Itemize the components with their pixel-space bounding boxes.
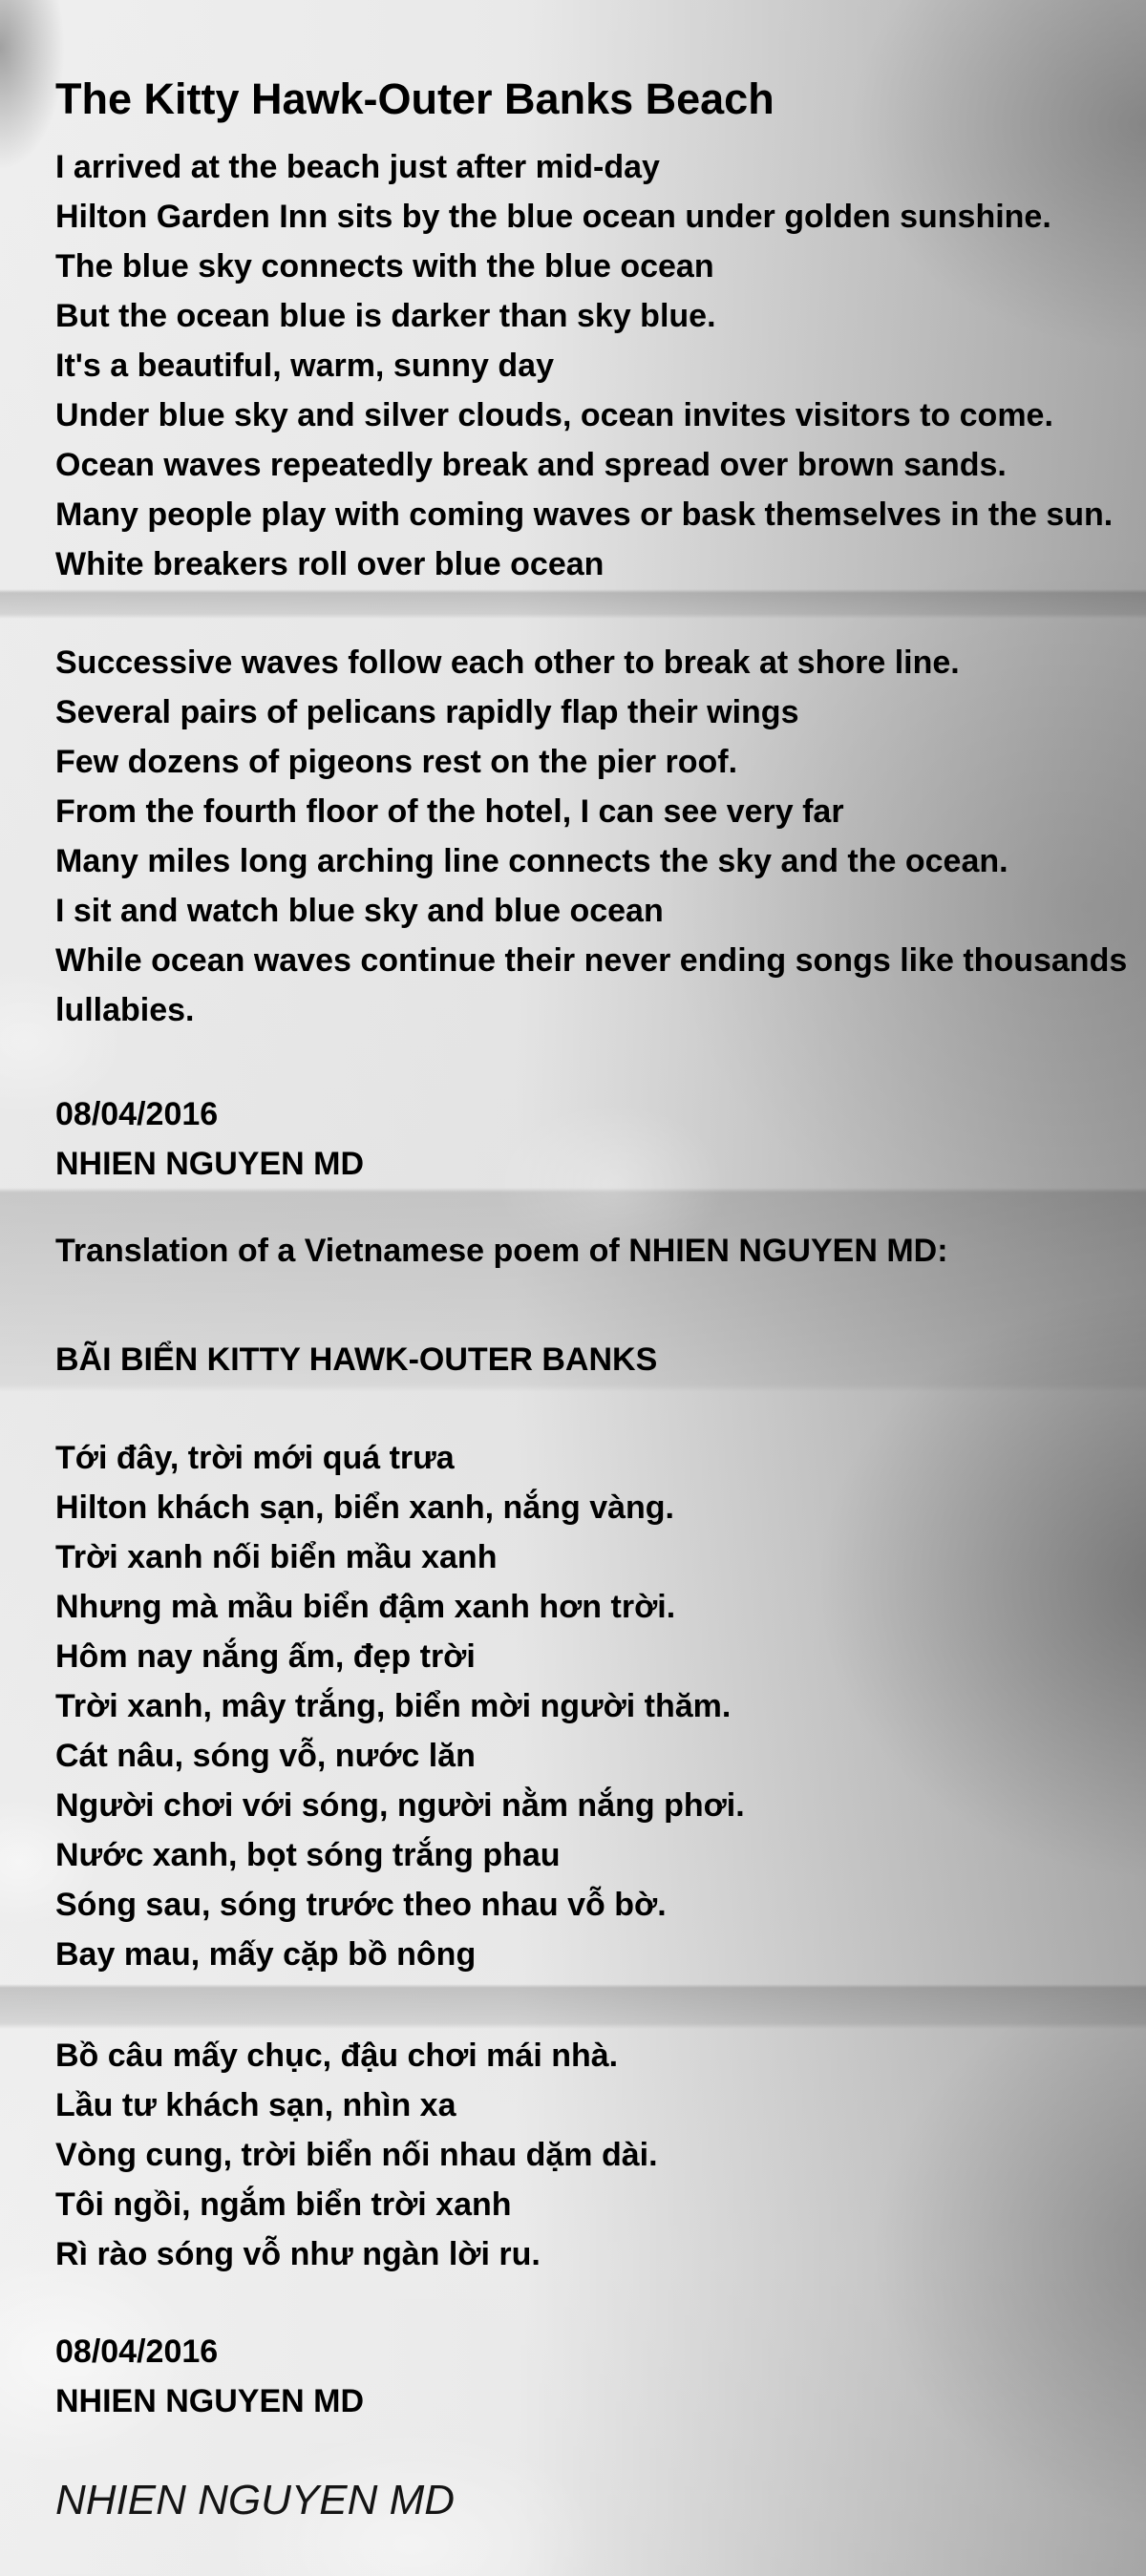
date-author-block-2 [55,2327,364,2426]
poem-line: But the ocean blue is darker than sky blue. [55,298,716,334]
english-stanza-1 [55,142,1113,589]
poem-line: Tới đây, trời mới quá trưa [55,1440,455,1476]
poem-line: Rì rào sóng vỗ như ngàn lời ru. [55,2236,541,2272]
poem-title: The Kitty Hawk-Outer Banks Beach [55,74,775,124]
poem-line: Hilton khách sạn, biển xanh, nắng vàng. [55,1489,674,1526]
poem-line: It's a beautiful, warm, sunny day [55,348,554,384]
english-stanza-2 [55,638,1127,1035]
poem-line: While ocean waves continue their never ending songs like thousands [55,942,1128,979]
poem-line: Cát nâu, sóng vỗ, nước lăn [55,1738,476,1774]
poem-line: Trời xanh nối biển mầu xanh [55,1539,498,1575]
poem-line: Tôi ngồi, ngắm biển trời xanh [55,2186,512,2223]
poem-line: Successive waves follow each other to break at shore line. [55,644,960,681]
poem-line: Sóng sau, sóng trước theo nhau vỗ bờ. [55,1887,667,1923]
poem-line: Hilton Garden Inn sits by the blue ocean under golden sunshine. [55,199,1051,235]
poem-line: The blue sky connects with the blue ocean [55,248,714,285]
poem-line: Ocean waves repeatedly break and spread over brown sands. [55,447,1007,483]
poem-line: Many people play with coming waves or bask themselves in the sun. [55,496,1114,533]
date-line: 08/04/2016 [55,1096,219,1132]
poem-line: Few dozens of pigeons rest on the pier roof. [55,744,738,780]
poem-line: Người chơi với sóng, người nằm nắng phơi. [55,1787,745,1824]
vietnamese-title: BÃI BIỂN KITTY HAWK-OUTER BANKS [55,1341,658,1378]
author-signature: NHIEN NGUYEN MD [55,2477,456,2523]
author-line: NHIEN NGUYEN MD [55,2383,365,2419]
poem-line: From the fourth floor of the hotel, I can see very far [55,793,844,830]
poem-line: Under blue sky and silver clouds, ocean invites visitors to come. [55,397,1053,433]
date-line: 08/04/2016 [55,2333,219,2370]
poem-line: Many miles long arching line connects the sky and the ocean. [55,843,1008,879]
poem-line: Bồ câu mấy chục, đậu chơi mái nhà. [55,2038,619,2074]
poem-line: Hôm nay nắng ấm, đẹp trời [55,1638,476,1675]
poem-line: Several pairs of pelicans rapidly flap their wings [55,694,799,730]
poem-line: Trời xanh, mây trắng, biển mời người thăm. [55,1688,732,1724]
poem-line: lullabies. [55,992,195,1028]
poem-line: Lầu tư khách sạn, nhìn xa [55,2087,456,2123]
poem-line: I sit and watch blue sky and blue ocean [55,893,664,929]
poem-line: Nước xanh, bọt sóng trắng phau [55,1837,561,1873]
vietnamese-stanza-1 [55,1433,745,1979]
author-line: NHIEN NGUYEN MD [55,1146,365,1182]
poem-line: Nhưng mà mầu biển đậm xanh hơn trời. [55,1589,676,1625]
poem-line: Vòng cung, trời biển nối nhau dặm dài. [55,2137,658,2173]
poem-line: Bay mau, mấy cặp bồ nông [55,1936,477,1973]
poem-line: I arrived at the beach just after mid-day [55,149,660,185]
vietnamese-stanza-2 [55,2031,658,2279]
translation-note: Translation of a Vietnamese poem of NHIEN NGUYEN MD: [55,1233,948,1269]
poem-line: White breakers roll over blue ocean [55,546,605,582]
date-author-block-1 [55,1089,364,1189]
